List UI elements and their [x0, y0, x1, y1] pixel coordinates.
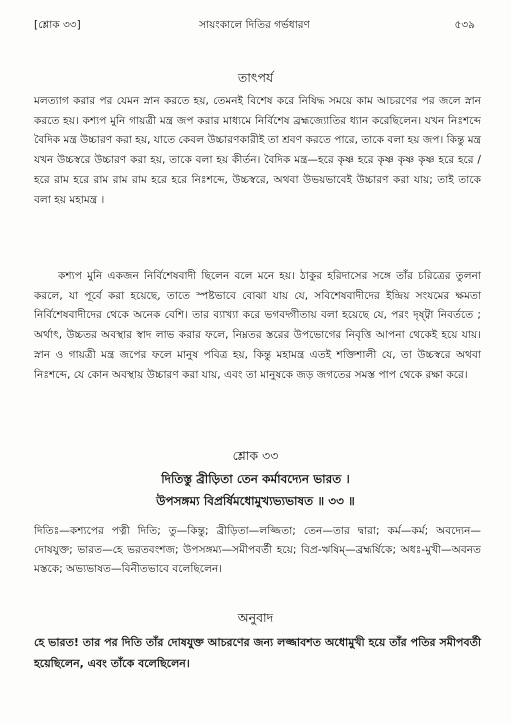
header-verse-ref: [শ্লোক ৩৩]: [34, 19, 81, 31]
translation-heading: অনুবাদ: [237, 610, 274, 625]
verse-line-2: উপসঙ্গম্য বিপ্রর্ষিমধোমুখ্যভ্যভাষত ॥ ৩৩ ॥: [156, 494, 355, 508]
verse-heading: শ্লোক ৩৩: [232, 448, 279, 463]
purport-paragraph-2: কশ্যপ মুনি একজন নির্বিশেষবাদী ছিলেন বলে মনে হয়। ঠাকুর হরিদাসের সঙ্গে তাঁর চরিত্রের তুলনা করলে, যা পূর্বে করা হয়েছে, তাতে স্পষ্টভাবে বোঝা যায় যে, সবিশেষবাদীদের ইন্দ্রিয় সংযমের ক্ষমতা নির্বিশেষবাদীদের থেকে অনেক বেশি। তার ব্যাখ্যা করে ভগবদ্গীতায় বলা হয়েছে যে, পরং দৃষ্ট্বা নিবর্ততে ; অর্থাৎ, উচ্চতর অবস্থার স্বাদ লাভ করার ফলে, নিম্নতর স্তরের উপভোগের নিবৃত্তি আপনা থেকেই হয়ে যায়। স্নান ও গায়ত্রী মন্ত্র জপের ফলে মানুষ পবিত্র হয়, কিন্তু মহামন্ত্র এতই শক্তিশালী যে, তা উচ্চস্বরে অথবা নিঃশব্দে, যে কোন অবস্থায় উচ্চারণ করা যায়, এবং তা মানুষকে জড় জগতের সমস্ত পাপ থেকে রক্ষা করে।: [34, 270, 481, 381]
purport-paragraph-1: মলত্যাগ করার পর যেমন স্নান করতে হয়, তেমনই বিশেষ করে নিষিদ্ধ সময়ে কাম আচরণের পর জলে স্নান করতে হয়। কশ্যপ মুনি গায়ত্রী মন্ত্র জপ করার মাধ্যমে নির্বিশেষ ব্রহ্মজ্যোতির ধ্যান করেছিলেন। যখন নিঃশব্দে বৈদিক মন্ত্র উচ্চারণ করা হয়, যাতে কেবল উচ্চারণকারীই তা শ্রবণ করতে পারে, তাকে বলা হয় জপ। কিন্তু মন্ত্র যখন উচ্চস্বরে উচ্চারণ করা হয়, তাকে বলা হয় কীর্তন। বৈদিক মন্ত্র—হরে কৃষ্ণ হরে কৃষ্ণ কৃষ্ণ কৃষ্ণ হরে হরে / হরে রাম হরে রাম রাম রাম হরে হরে নিঃশব্দে, উচ্চস্বরে, অথবা উভয়ভাবেই উচ্চারণ করা যায়; তাই তাকে বলা হয় মহামন্ত্র ।: [34, 95, 481, 206]
page-number: ৫৩৯: [454, 19, 475, 31]
purport-heading: তাৎপর্য: [237, 70, 274, 85]
translation-text: হে ভারত! তার পর দিতি তাঁর দোষযুক্ত আচরণের জন্য লজ্জাবশত অধোমুখী হয়ে তাঁর পতির সমীপবর্তী হয়েছিলেন, এবং তাঁকে বলেছিলেন।: [34, 636, 481, 670]
word-synonyms: দিতিঃ—কশ্যপের পত্নী দিতি; তু—কিন্তু; ব্রীড়িতা—লজ্জিতা; তেন—তার দ্বারা; কর্ম—কর্ম; অবদ্যেন—দোষযুক্ত; ভারত—হে ভরতবংশজ; উপসঙ্গম্য—সমীপবর্তী হয়ে; বিপ্র-ঋষিম্—ব্রহ্মর্ষিকে; অধঃ-মুখী—অবনত মস্তকে; অভ্যভাষত—বিনীতভাবে বলেছিলেন।: [34, 525, 481, 575]
verse-line-1: দিতিস্তু ব্রীড়িতা তেন কর্মাবদ্যেন ভারত ।: [161, 472, 350, 486]
page-header: [34, 16, 475, 34]
header-chapter-title: সায়ংকালে দিতির গর্ভধারণ: [199, 19, 310, 31]
